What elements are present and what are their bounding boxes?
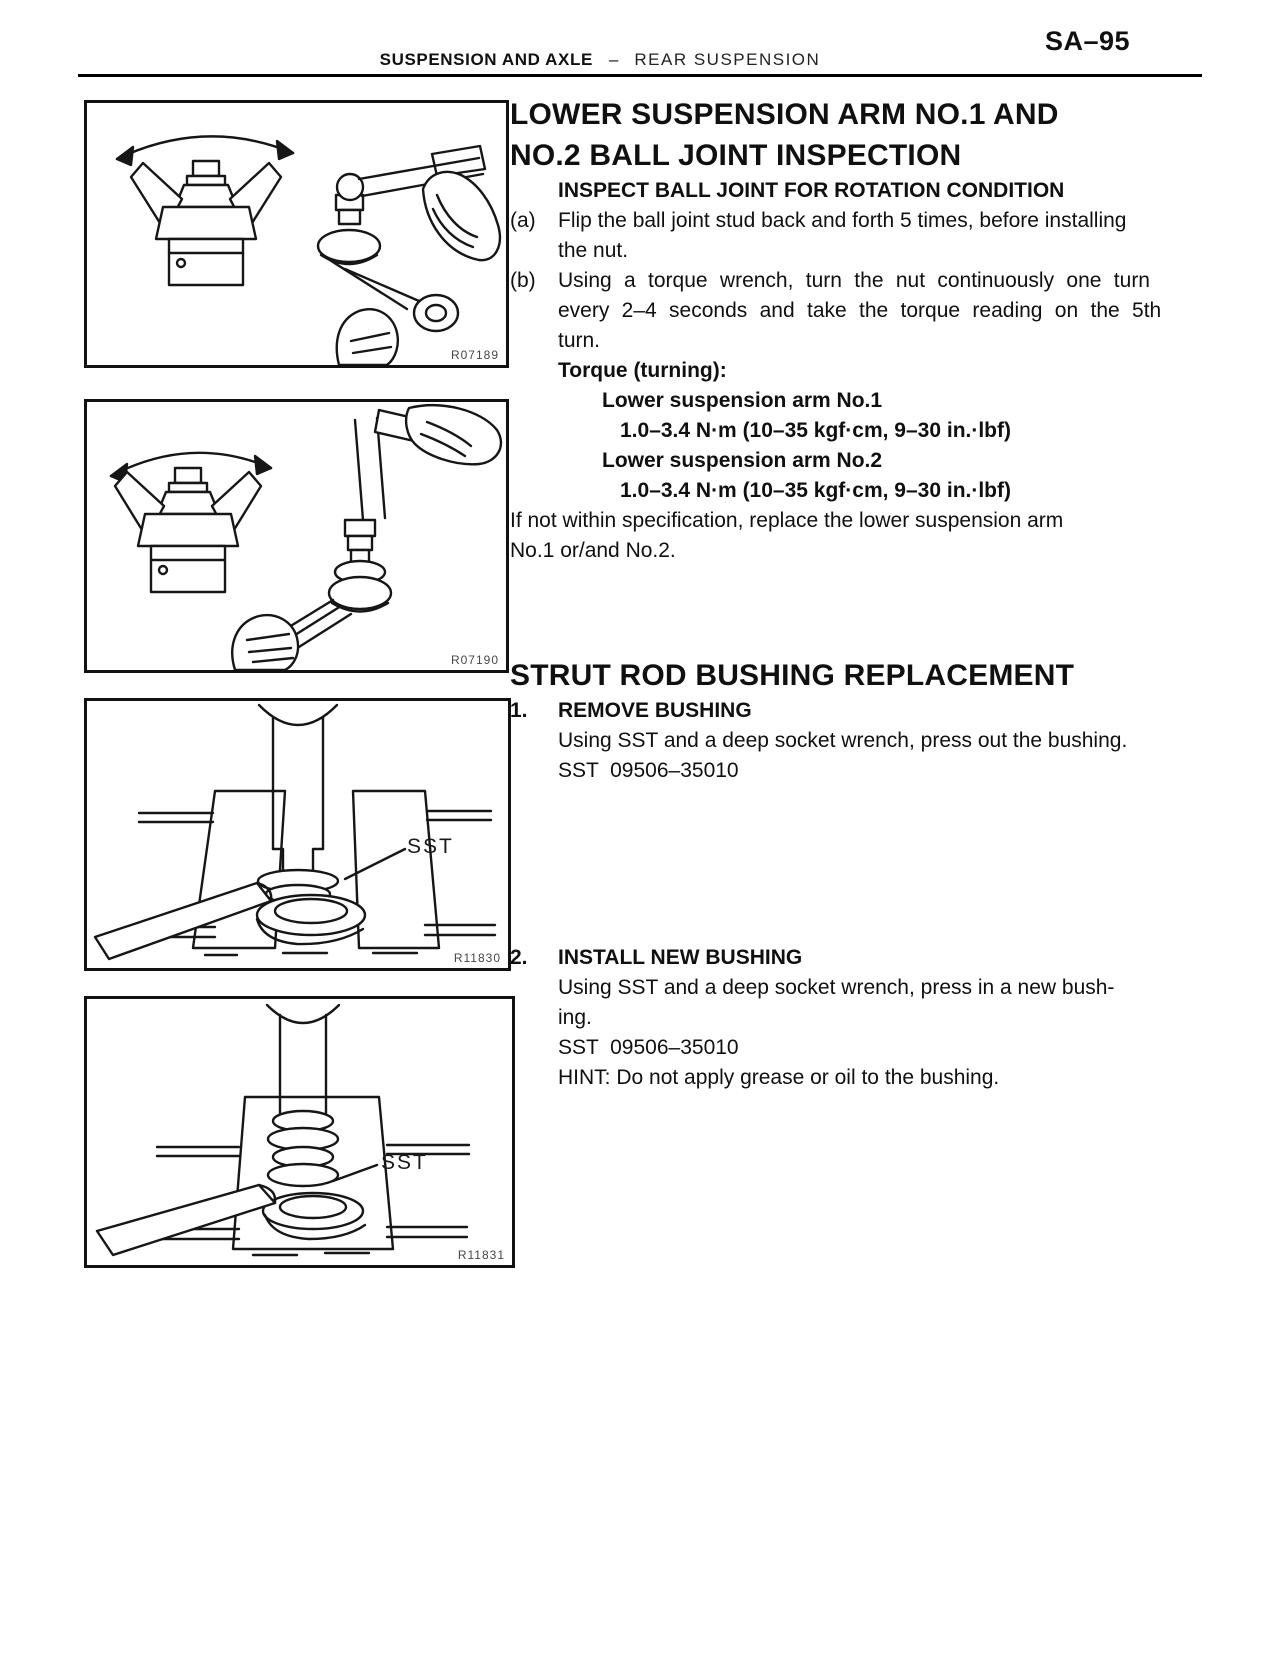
header-rule: [78, 74, 1202, 77]
figure-code: R07190: [450, 653, 499, 667]
torque-spec-value: 1.0–3.4 N·m (10–35 kgf·cm, 9–30 in.·lbf): [620, 419, 1011, 442]
torque-spec-name: Lower suspension arm No.2: [602, 449, 883, 472]
section-ball-joint-inspection: [510, 94, 1182, 566]
ball-joint-wrench-illustration: [87, 402, 506, 670]
note-line: No.1 or/and No.2.: [510, 539, 676, 562]
figure-remove-bushing: [84, 698, 511, 971]
text-line: SST 09506–35010: [558, 759, 739, 782]
torque-spec-value: 1.0–3.4 N·m (10–35 kgf·cm, 9–30 in.·lbf): [620, 479, 1011, 502]
figure-ball-joint-inspection-1: [84, 100, 509, 368]
step-a: [510, 206, 1182, 266]
running-head-dash: –: [608, 50, 619, 69]
torque-heading: Torque (turning):: [558, 359, 727, 382]
text-line: Using SST and a deep socket wrench, press out the bushing.: [558, 729, 1128, 752]
running-head-subsection: REAR SUSPENSION: [634, 50, 821, 69]
step-2-text: [558, 943, 1114, 1093]
section-title-line2: NO.2 BALL JOINT INSPECTION: [510, 139, 962, 172]
step-b-label: (b): [510, 269, 536, 292]
step-b-text: [558, 266, 1161, 356]
step-2-number: 2.: [510, 946, 528, 969]
figure-install-bushing: [84, 996, 515, 1268]
step-1-heading: REMOVE BUSHING: [558, 699, 752, 722]
text-line: HINT: Do not apply grease or oil to the bushing.: [558, 1066, 1000, 1089]
figure-ball-joint-inspection-2: [84, 399, 509, 673]
text-line: every 2–4 seconds and take the torque reading on the 5th: [558, 299, 1162, 322]
press-install-bushing-illustration: [87, 999, 512, 1265]
sst-callout: SST: [407, 835, 454, 858]
text-line: ing.: [558, 1006, 592, 1029]
running-head-section: SUSPENSION AND AXLE: [379, 50, 593, 69]
step-a-text: [558, 206, 1126, 266]
step-a-label: (a): [510, 209, 536, 232]
section-title: STRUT ROD BUSHING REPLACEMENT: [510, 659, 1075, 692]
figure-code: R11830: [453, 951, 501, 965]
page-number: SA–95: [1044, 26, 1130, 56]
step-1: [510, 696, 1182, 786]
step-2-heading: INSTALL NEW BUSHING: [558, 946, 803, 969]
step-b: [510, 266, 1182, 356]
text-line: Flip the ball joint stud back and forth 5 times, before installing: [558, 209, 1127, 232]
sst-callout: SST: [381, 1151, 428, 1174]
figure-code: R07189: [450, 348, 499, 362]
text-line: SST 09506–35010: [558, 1036, 739, 1059]
text-line: the nut.: [558, 239, 629, 262]
inspect-subheading: INSPECT BALL JOINT FOR ROTATION CONDITION: [558, 179, 1065, 202]
text-line: Using a torque wrench, turn the nut continuously one turn: [558, 269, 1150, 292]
text-line: turn.: [558, 329, 601, 352]
step-1-text: [558, 696, 1127, 786]
note-line: If not within specification, replace the lower suspension arm: [510, 509, 1064, 532]
section-title-line1: LOWER SUSPENSION ARM NO.1 AND: [510, 98, 1059, 131]
ball-joint-wrench-illustration: [87, 103, 506, 365]
running-head: [0, 50, 1200, 70]
section-strut-rod-bushing-step2: [510, 943, 1182, 1093]
text-line: Using SST and a deep socket wrench, press in a new bush-: [558, 976, 1115, 999]
torque-spec-name: Lower suspension arm No.1: [602, 389, 883, 412]
step-2: [510, 943, 1182, 1093]
step-1-number: 1.: [510, 699, 528, 722]
section-strut-rod-bushing: [510, 655, 1182, 786]
figure-code: R11831: [457, 1248, 505, 1262]
